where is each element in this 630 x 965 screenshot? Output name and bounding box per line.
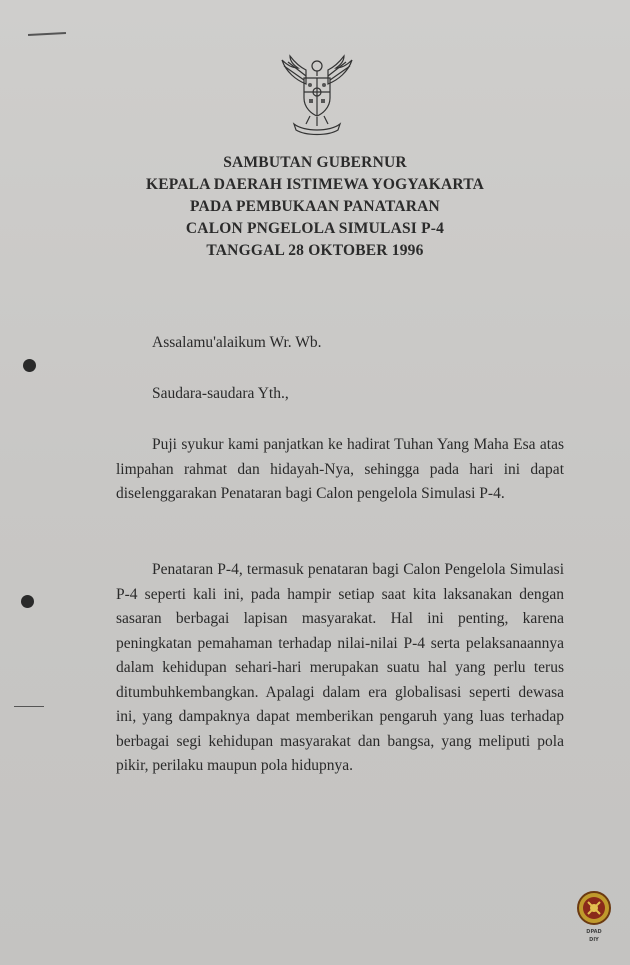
heading-line-5: TANGGAL 28 OKTOBER 1996 xyxy=(206,242,424,259)
paragraph-2: Penataran P-4, termasuk penataran bagi Calon Pengelola Simulasi P-4 seperti kali ini, pada hampir setiap saat kita laksanakan dengan sasaran berbagai lapisan masyarakat. Hal ini penting, karena peningkatan pemahaman terhadap nilai-nilai P-4 serta pelaksanaannya dalam kehidupan sehari-hari merupakan suatu hal yang perlu terus ditumbuhkembangkan. Apalagi dalam era globalisasi seperti dewasa ini, yang dampaknya dapat memberikan pengaruh yang luas terhadap berbagai segi kehidupan masyarakat dan bangsa, yang meliputi pola pikir, perilaku maupun pola hidupnya. xyxy=(116,561,564,774)
punch-hole-bottom xyxy=(21,595,34,608)
scan-mark xyxy=(28,32,66,36)
scan-mark xyxy=(14,706,44,707)
heading-line-2: KEPALA DAERAH ISTIMEWA YOGYAKARTA xyxy=(145,176,485,193)
heading-line-3: PADA PEMBUKAAN PANATARAN xyxy=(190,198,440,215)
punch-hole-top xyxy=(23,359,36,372)
stamp-label-2: DIY xyxy=(589,937,599,943)
dpad-logo-icon xyxy=(574,888,614,944)
heading-line-1: SAMBUTAN GUBERNUR xyxy=(223,154,407,171)
greeting: Assalamu'alaikum Wr. Wb. xyxy=(152,334,322,351)
garuda-emblem-icon xyxy=(276,54,358,138)
heading-line-4: CALON PNGELOLA SIMULASI P-4 xyxy=(185,220,445,237)
paragraph-1: Puji syukur kami panjatkan ke hadirat Tuhan Yang Maha Esa atas limpahan rahmat dan hidayah-Nya, sehingga pada hari ini dapat diselenggarakan Penataran bagi Calon pengelola Simulasi P-4. xyxy=(116,436,564,502)
stamp-label-1: DPAD xyxy=(586,929,602,935)
document-heading xyxy=(0,152,630,262)
salutation: Saudara-saudara Yth., xyxy=(152,385,289,402)
